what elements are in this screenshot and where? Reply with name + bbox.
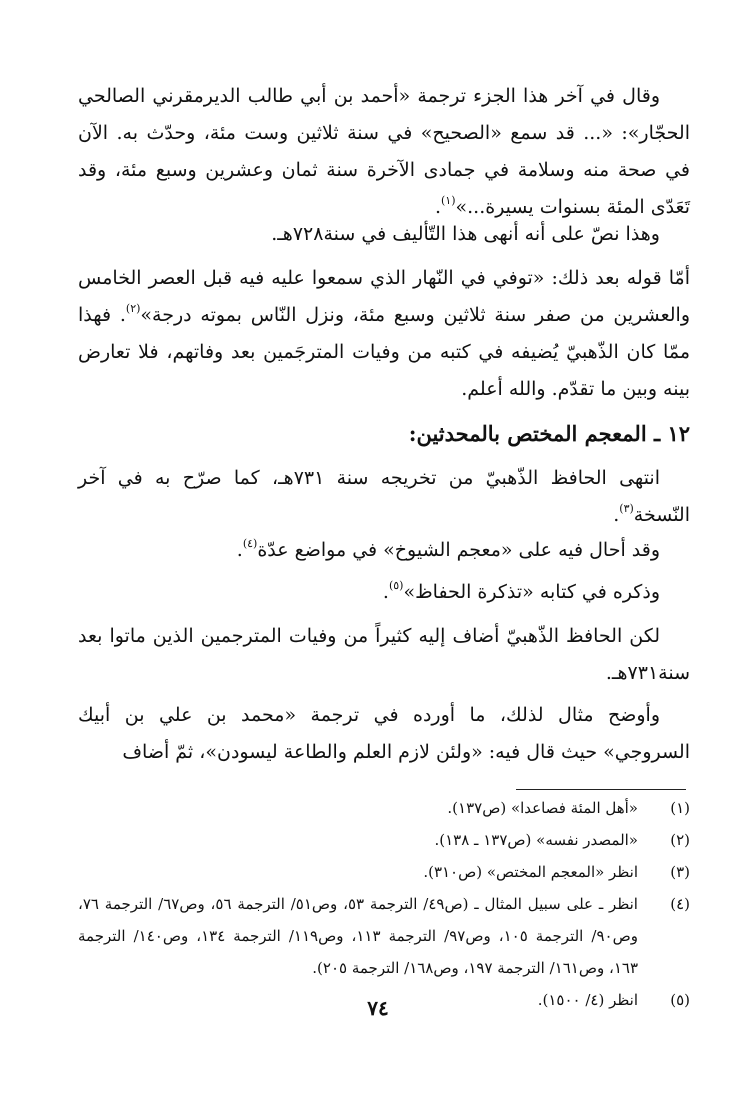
footnote-item (78, 888, 690, 984)
paragraph-text: أمّا قوله بعد ذلك: «توفي في النّهار الذي سمعوا عليه فيه قبل العصر الخامس والعشرين من صفر سنة ثلاثين وسبع مئة، ونزل النّاس بموته درجة» (78, 267, 690, 326)
paragraph-ahmad-biography: وقال في آخر هذا الجزء ترجمة «أحمد بن أبي طالب الديرمقرني الصالحي الحجّار»: «... قد سمع «الصحيح» في سنة ثلاثين وست مئة، وحدّث به. الآن في صحة منه وسلامة في جمادى الآخرة سنة ثمان وعشرين وسبع مئة، وقد تَعَدّى المئة بسنوات يسيرة...»$^{(١)}$. (78, 85, 690, 218)
footnote-ref-4: (٤) (242, 537, 258, 550)
paragraph-text: . فهذا ممّا كان الذّهبيّ يُضيفه في كتبه من وفيات المترجَمين بعد وفاتهم، فلا تعارض بينه وبين ما تقدّم. والله أعلم. (78, 304, 690, 400)
paragraph-tadhkira-reference: وذكره في كتابه «تذكرة الحفاظ»$^{(٥)}$. (382, 579, 660, 603)
paragraph-added-deaths: لكن الحافظ الذّهبيّ أضاف إليه كثيراً من وفيات المترجمين الذين ماتوا بعد سنة٧٣١هـ. (78, 625, 690, 684)
footnote-text: انظر ـ على سبيل المثال ـ (ص٤٩/ الترجمة ٥٣، وص٥١/ الترجمة ٥٦، وص٦٧/ الترجمة ٧٦، وص٩٠/ الترجمة ١٠٥، وص٩٧/ الترجمة ١١٣، وص١١٩/ الترجمة ١٣٤، وص١٤٠/ الترجمة ١٦٣، وص١٦١/ الترجمة ١٩٧، وص١٦٨/ الترجمة ٢٠٥). (78, 895, 638, 977)
paragraph-text: وقال في آخر هذا الجزء ترجمة «أحمد بن أبي طالب الديرمقرني الصالحي الحجّار»: «... قد سمع «الصحيح» في سنة ثلاثين وست مئة، وحدّث به. الآن في صحة منه وسلامة في جمادى الآخرة سنة ثمان وعشرين وسبع مئة، وقد تَعَدّى المئة بسنوات يسيرة...» (78, 85, 690, 218)
footnote-ref-2: (٢) (125, 302, 141, 315)
paragraph-text: وقد أحال فيه على «معجم الشيوخ» في مواضع عدّة (257, 539, 660, 561)
footnote-ref-3: (٣) (619, 502, 634, 515)
paragraph-text: انتهى الحافظ الذّهبيّ من تخريجه سنة ٧٣١هـ، كما صرّح به في آخر النّسخة (78, 467, 690, 526)
paragraph-section-intro: انتهى الحافظ الذّهبيّ من تخريجه سنة ٧٣١هـ، كما صرّح به في آخر النّسخة$^{(٣)}$. (78, 467, 690, 526)
paragraph-example: وأوضح مثال لذلك، ما أورده في ترجمة «محمد بن علي بن أبيك السروجي» حيث قال فيه: «ولئن لازم العلم والطاعة ليسودن»، ثمّ أضاف (78, 704, 690, 763)
footnote-ref-1: (١) (440, 194, 456, 207)
footnote-number: (٢) (670, 831, 690, 849)
footnote-number: (٥) (670, 991, 690, 1009)
footnote-text: انظر (٤/ ١٥٠٠). (537, 991, 638, 1009)
footnote-number: (٣) (670, 863, 690, 881)
footnote-divider (516, 789, 686, 790)
paragraph-shuyukh-reference: وقد أحال فيه على «معجم الشيوخ» في مواضع عدّة$^{(٤)}$. (236, 537, 660, 561)
footnote-number: (١) (670, 799, 690, 817)
footnote-text: انظر «المعجم المختص» (ص٣١٠). (423, 863, 638, 881)
footnote-item (78, 792, 690, 824)
footnote-text: «المصدر نفسه» (ص١٣٧ ـ ١٣٨). (434, 831, 638, 849)
paragraph-completion-year: وهذا نصّ على أنه أنهى هذا التّأليف في سنة٧٢٨هـ. (271, 223, 660, 245)
page-number: ٧٤ (367, 996, 389, 1020)
footnote-ref-5: (٥) (388, 579, 404, 592)
footnotes (78, 792, 690, 1016)
section-heading: ١٢ ـ المعجم المختص بالمحدثين: (408, 421, 690, 446)
paragraph-text: وذكره في كتابه «تذكرة الحفاظ» (403, 581, 660, 603)
footnote-text: «أهل المئة فصاعدا» (ص١٣٧). (447, 799, 638, 817)
footnote-number: (٤) (670, 895, 690, 913)
paragraph-death-note (78, 260, 690, 408)
footnote-item (78, 856, 690, 888)
footnote-item (78, 824, 690, 856)
